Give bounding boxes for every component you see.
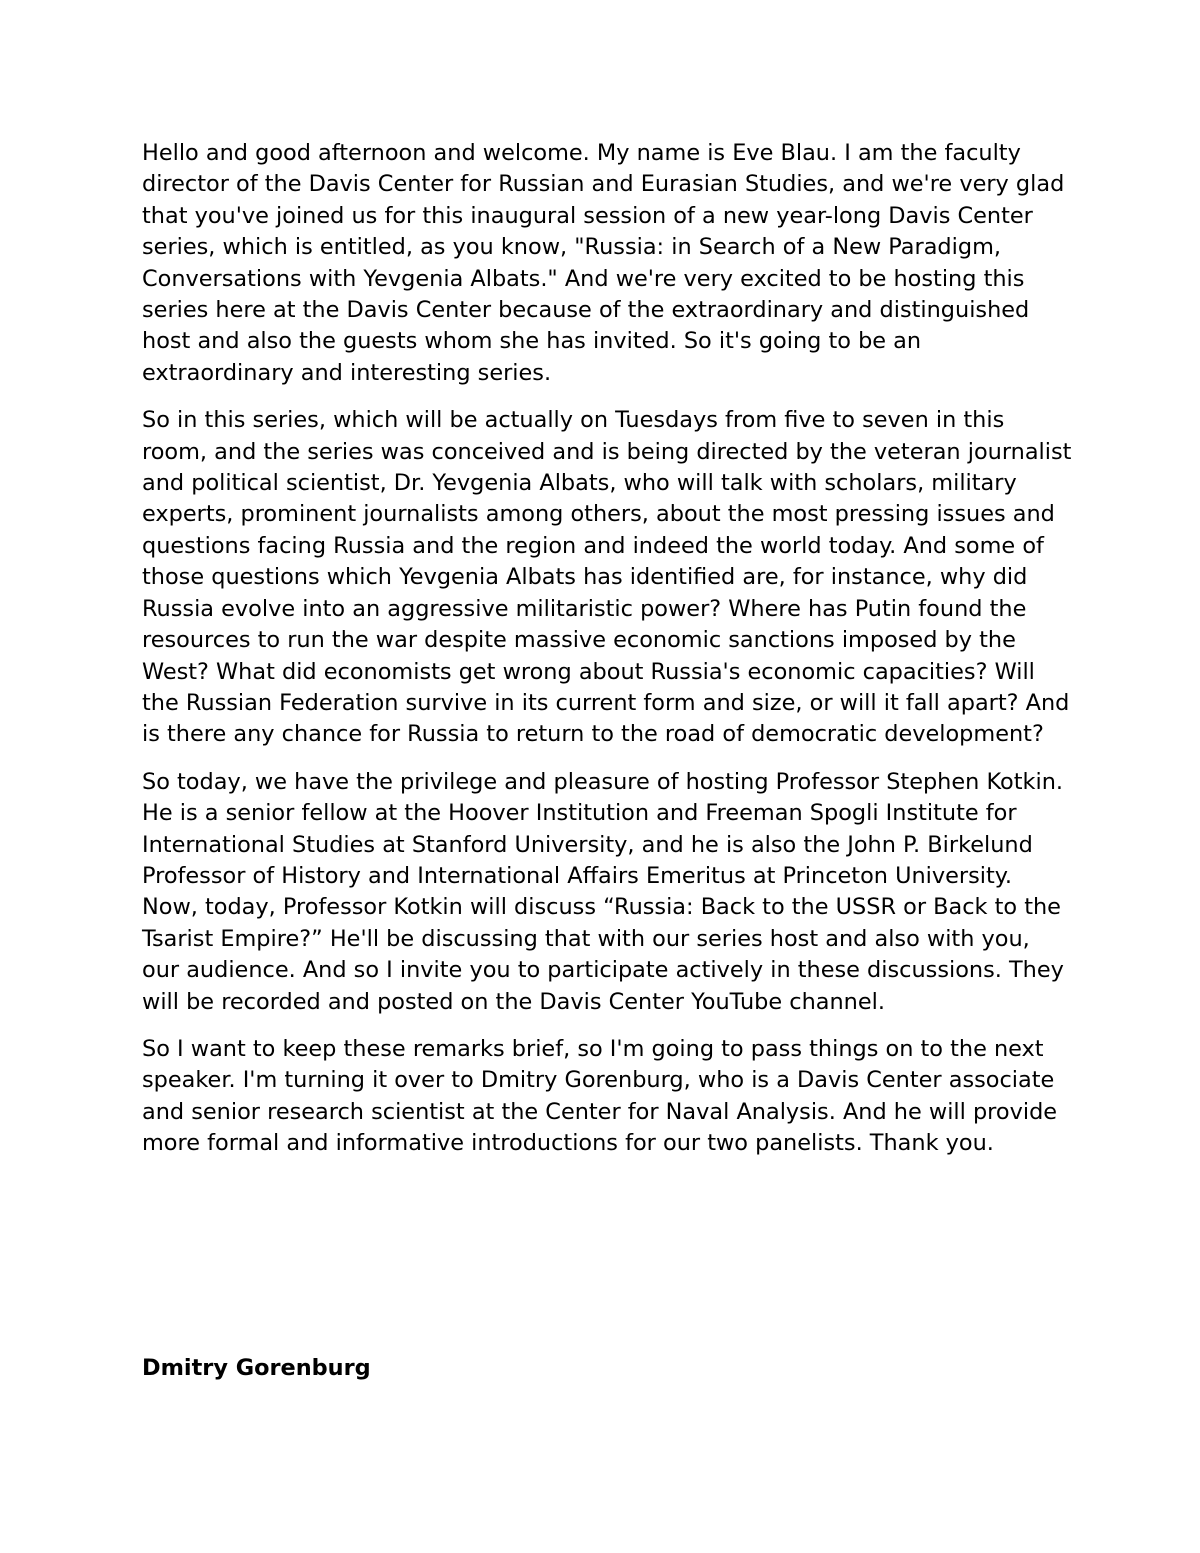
paragraph-series-description: So in this series, which will be actually on Tuesdays from five to seven in this room, and the series was conceived and is being directed by the veteran journalist and political scientist, Dr. Yevgenia Albats, who will talk with scholars, military experts, prominent journalists among others, about the most pressing issues and questions facing Russia and the region and indeed the world today. And some of those questions which Yevgenia Albats has identified are, for instance, why did Russia evolve into an aggressive militaristic power? Where has Putin found the resources to run the war despite massive economic sanctions imposed by the West? What did economists get wrong about Russia's economic capacities? Will the Russian Federation survive in its current form and size, or will it fall apart? And is there any chance for Russia to return to the road of democratic development?: [142, 407, 1072, 748]
paragraph-intro: Hello and good afternoon and welcome. My name is Eve Blau. I am the faculty director of the Davis Center for Russian and Eurasian Studies, and we're very glad that you've joined us for this inaugural session of a new year-long Davis Center series, which is entitled, as you know, "Russia: in Search of a New Paradigm, Conversations with Yevgenia Albats." And we're very excited to be hosting this series here at the Davis Center because of the extraordinary and distinguished host and also the guests whom she has invited. So it's going to be an extraordinary and interesting series.: [142, 140, 1065, 386]
transcript-body: [142, 138, 1072, 1176]
paragraph-handover: So I want to keep these remarks brief, so I'm going to pass things on to the next speaker. I'm turning it over to Dmitry Gorenburg, who is a Davis Center associate and senior research scientist at the Center for Naval Analysis. And he will provide more formal and informative introductions for our two panelists. Thank you.: [142, 1035, 1058, 1157]
speaker-heading: Dmitry Gorenburg: [142, 1355, 371, 1381]
paragraph-guest-introduction: So today, we have the privilege and pleasure of hosting Professor Stephen Kotkin. He is a senior fellow at the Hoover Institution and Freeman Spogli Institute for International Studies at Stanford University, and he is also the John P. Birkelund Professor of History and International Affairs Emeritus at Princeton University. Now, today, Professor Kotkin will discuss “Russia: Back to the USSR or Back to the Tsarist Empire?” He'll be discussing that with our series host and also with you, our audience. And so I invite you to participate actively in these discussions. They will be recorded and posted on the Davis Center YouTube channel.: [142, 768, 1064, 1015]
